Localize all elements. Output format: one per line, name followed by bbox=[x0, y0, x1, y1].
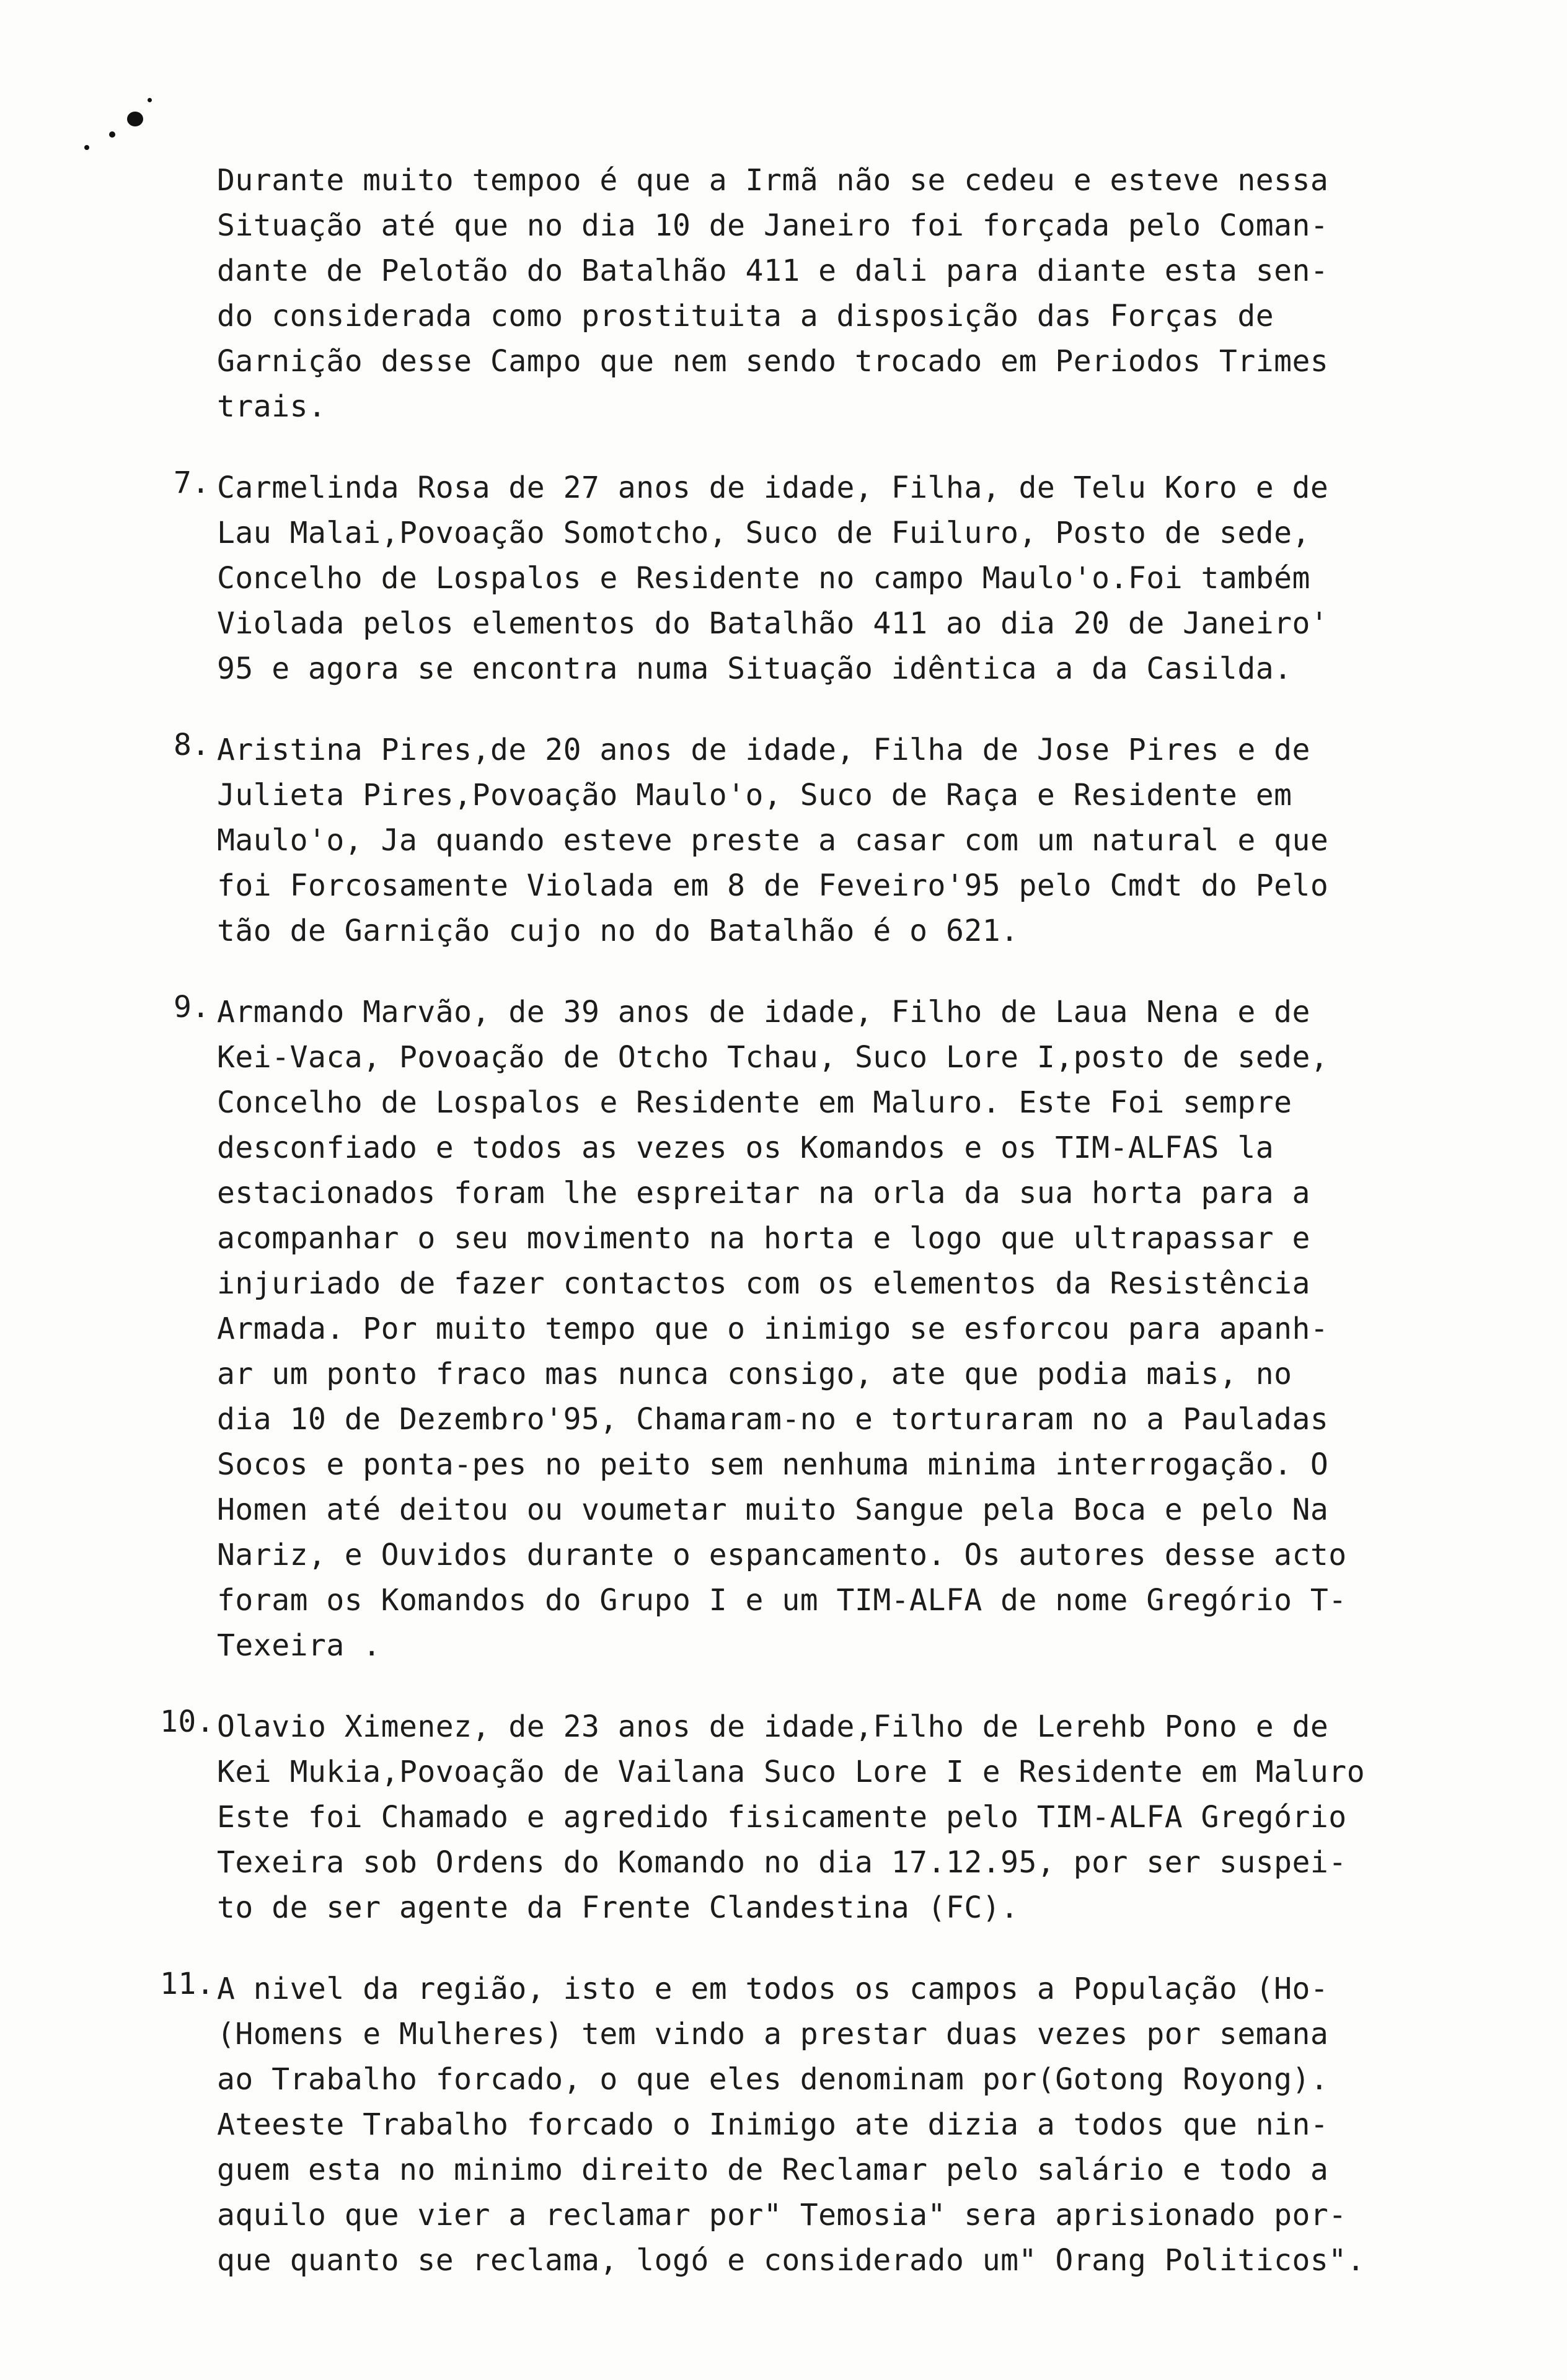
item-11 bbox=[155, 1967, 1426, 2283]
item-number: 7. bbox=[174, 465, 210, 500]
text-line: aquilo que vier a reclamar por" Temosia" sera aprisionado por- bbox=[217, 2198, 1347, 2232]
item-number: 9. bbox=[174, 990, 210, 1025]
intro-paragraph bbox=[155, 158, 1426, 430]
text-line: Maulo'o, Ja quando esteve preste a casar com um natural e que bbox=[217, 823, 1329, 858]
item-number: 8. bbox=[174, 728, 210, 762]
ink-speck bbox=[109, 131, 115, 138]
text-line: ao Trabalho forcado, o que eles denominam por(Gotong Royong). bbox=[217, 2062, 1329, 2097]
item-8 bbox=[155, 728, 1426, 954]
ink-speck bbox=[148, 98, 152, 102]
text-line: Este foi Chamado e agredido fisicamente pelo TIM-ALFA Gregório bbox=[217, 1800, 1347, 1835]
text-line: Aristina Pires,de 20 anos de idade, Filha de Jose Pires e de bbox=[217, 733, 1310, 767]
text-line: Kei Mukia,Povoação de Vailana Suco Lore I e Residente em Maluro bbox=[217, 1755, 1366, 1789]
item-9 bbox=[155, 990, 1426, 1668]
item-10 bbox=[155, 1704, 1426, 1931]
text-line: dia 10 de Dezembro'95, Chamaram-no e torturaram no a Pauladas bbox=[217, 1402, 1329, 1437]
text-line: Socos e ponta-pes no peito sem nenhuma minima interrogação. O bbox=[217, 1447, 1329, 1482]
text-line: Concelho de Lospalos e Residente em Maluro. Este Foi sempre bbox=[217, 1085, 1292, 1120]
text-line: ar um ponto fraco mas nunca consigo, ate que podia mais, no bbox=[217, 1357, 1292, 1391]
text-line: Kei-Vaca, Povoação de Otcho Tchau, Suco Lore I,posto de sede, bbox=[217, 1040, 1329, 1075]
text-line: foram os Komandos do Grupo I e um TIM-ALFA de nome Gregório T- bbox=[217, 1583, 1347, 1618]
text-line: Garnição desse Campo que nem sendo trocado em Periodos Trimes bbox=[217, 344, 1329, 379]
ink-speck bbox=[127, 112, 143, 126]
text-line: estacionados foram lhe espreitar na orla da sua horta para a bbox=[217, 1176, 1310, 1210]
text-line: que quanto se reclama, logó e considerado um" Orang Politicos". bbox=[217, 2243, 1366, 2278]
text-line: to de ser agente da Frente Clandestina (FC). bbox=[217, 1890, 1019, 1925]
text-line: guem esta no minimo direito de Reclamar pelo salário e todo a bbox=[217, 2153, 1329, 2187]
item-number: 11. bbox=[160, 1967, 215, 2001]
item-number: 10. bbox=[160, 1704, 215, 1739]
text-line: Lau Malai,Povoação Somotcho, Suco de Fuiluro, Posto de sede, bbox=[217, 516, 1310, 550]
text-line: Carmelinda Rosa de 27 anos de idade, Filha, de Telu Koro e de bbox=[217, 470, 1329, 505]
text-line: Texeira . bbox=[217, 1628, 381, 1663]
text-line: Nariz, e Ouvidos durante o espancamento. Os autores desse acto bbox=[217, 1538, 1347, 1572]
text-line: Texeira sob Ordens do Komando no dia 17.12.95, por ser suspei- bbox=[217, 1845, 1347, 1880]
text-line: Violada pelos elementos do Batalhão 411 ao dia 20 de Janeiro' bbox=[217, 606, 1329, 641]
text-line: Concelho de Lospalos e Residente no campo Maulo'o.Foi também bbox=[217, 561, 1310, 596]
document-body bbox=[155, 158, 1426, 2319]
text-line: Homen até deitou ou voumetar muito Sangue pela Boca e pelo Na bbox=[217, 1492, 1329, 1527]
text-line: Armando Marvão, de 39 anos de idade, Filho de Laua Nena e de bbox=[217, 995, 1310, 1029]
text-line: tão de Garnição cujo no do Batalhão é o 621. bbox=[217, 914, 1019, 948]
text-line: desconfiado e todos as vezes os Komandos e os TIM-ALFAS la bbox=[217, 1130, 1274, 1165]
text-line: trais. bbox=[217, 389, 327, 424]
text-line: A nivel da região, isto e em todos os campos a População (Ho- bbox=[217, 1972, 1329, 2006]
text-line: foi Forcosamente Violada em 8 de Feveiro'95 pelo Cmdt do Pelo bbox=[217, 868, 1329, 903]
text-line: 95 e agora se encontra numa Situação idêntica a da Casilda. bbox=[217, 651, 1292, 686]
text-line: do considerada como prostituita a disposição das Forças de bbox=[217, 299, 1274, 333]
text-line: Ateeste Trabalho forcado o Inimigo ate dizia a todos que nin- bbox=[217, 2107, 1329, 2142]
ink-speck bbox=[84, 145, 89, 150]
text-line: Situação até que no dia 10 de Janeiro foi forçada pelo Coman- bbox=[217, 208, 1329, 243]
text-line: Armada. Por muito tempo que o inimigo se esforcou para apanh- bbox=[217, 1311, 1329, 1346]
item-7 bbox=[155, 465, 1426, 692]
text-line: Olavio Ximenez, de 23 anos de idade,Filho de Lerehb Pono e de bbox=[217, 1709, 1329, 1744]
text-line: (Homens e Mulheres) tem vindo a prestar duas vezes por semana bbox=[217, 2017, 1329, 2052]
text-line: acompanhar o seu movimento na horta e logo que ultrapassar e bbox=[217, 1221, 1310, 1256]
text-line: dante de Pelotão do Batalhão 411 e dali para diante esta sen- bbox=[217, 253, 1329, 288]
text-line: injuriado de fazer contactos com os elementos da Resistência bbox=[217, 1266, 1310, 1301]
text-line: Julieta Pires,Povoação Maulo'o, Suco de Raça e Residente em bbox=[217, 778, 1292, 813]
text-line: Durante muito tempoo é que a Irmã não se cedeu e esteve nessa bbox=[217, 163, 1329, 198]
